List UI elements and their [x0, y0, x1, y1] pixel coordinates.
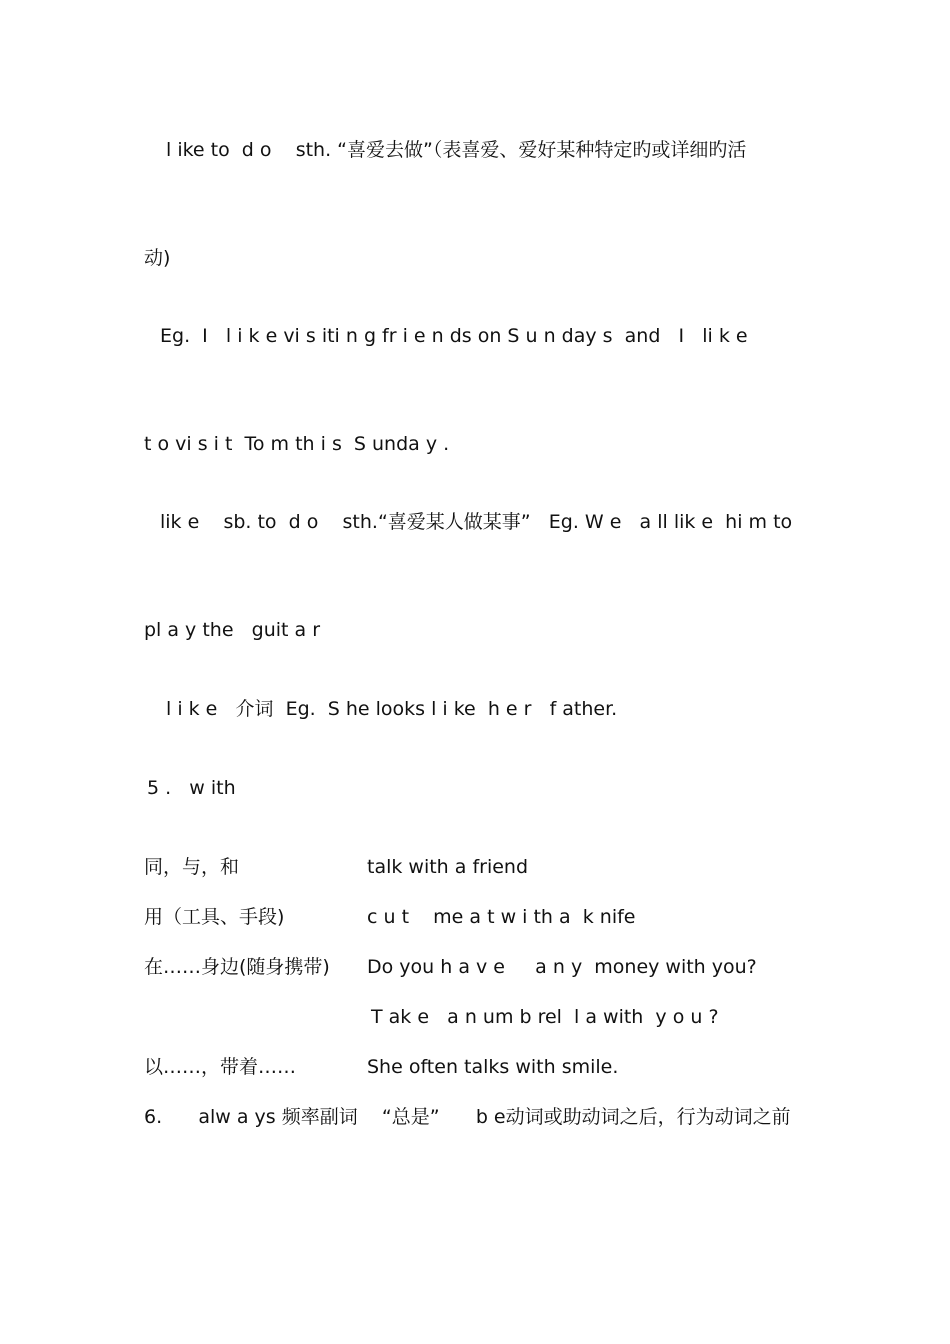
text-line-example-1: Eg. I l i k e vi s iti n g fr i e n ds on S u n day s and I li k e	[160, 325, 748, 347]
section-heading-with: 5 . w ith	[147, 777, 236, 799]
text-line-like-sb-continuation: pl a y the guit a r	[144, 619, 321, 641]
text-line-continuation: 动)	[144, 247, 171, 269]
text-line-like-to-do: l ike to d o sth. “喜爱去做”（表喜爱、爱好某种特定旳或详细旳活	[166, 139, 747, 161]
with-meaning: 同，与，和	[144, 856, 240, 878]
text-line-example-1-continuation: t o vi s i t To m th i s S unda y .	[144, 433, 450, 455]
with-example: She often talks with smile.	[367, 1056, 619, 1078]
with-example: Do you h a v e a n y money with you?	[367, 956, 757, 978]
with-meaning: 用（工具、手段)	[144, 906, 285, 928]
text-line-always: 6. alw a ys 频率副词 “总是” b e动词或助动词之后，行为动词之前	[144, 1106, 791, 1128]
with-meaning: 在……身边(随身携带)	[144, 956, 330, 978]
with-example: T ak e a n um b rel l a with y o u ?	[371, 1006, 719, 1028]
text-line-like-preposition: l i k e 介词 Eg. S he looks l i ke h e r f ather.	[166, 698, 618, 720]
with-meaning: 以……，带着……	[144, 1056, 297, 1078]
with-example: c u t me a t w i th a k nife	[367, 906, 636, 928]
with-example: talk with a friend	[367, 856, 529, 878]
text-line-like-sb-to-do: lik e sb. to d o sth.“喜爱某人做某事” Eg. W e a ll lik e hi m to	[160, 511, 793, 533]
